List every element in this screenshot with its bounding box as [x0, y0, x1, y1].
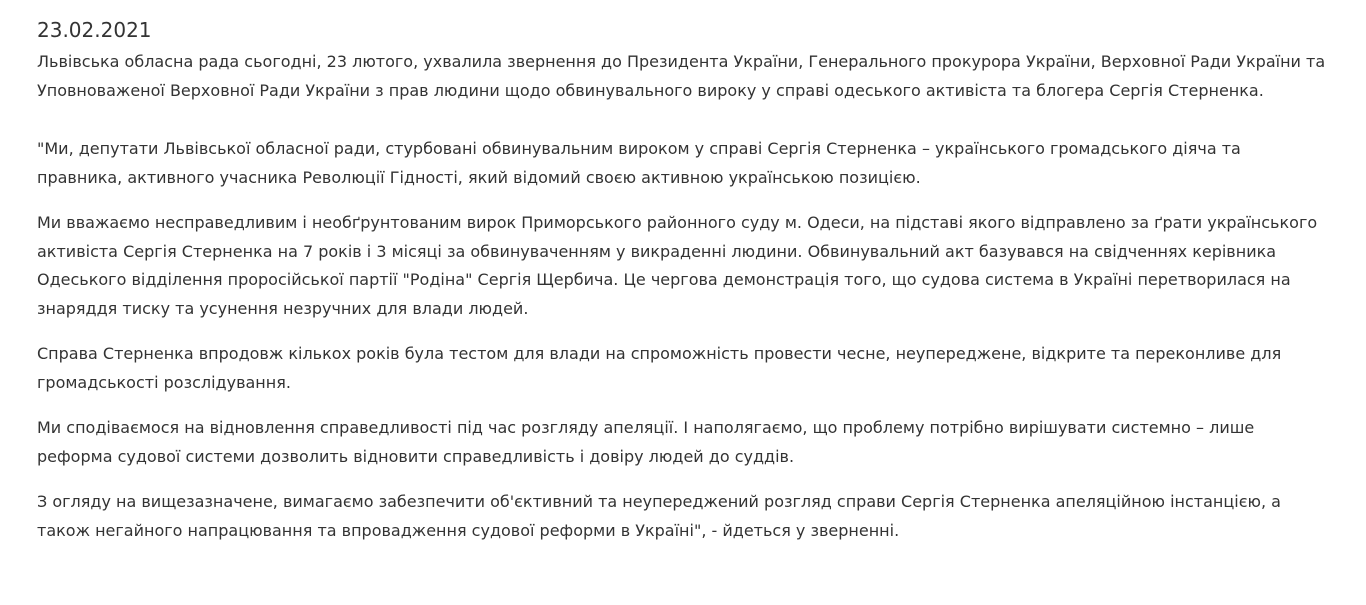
article-paragraph: Ми сподіваємося на відновлення справедливості під час розгляду апеляції. І наполягаємо, що проблему потрібно вирішувати системно – лише реформа судової системи дозволить відновити справедливість і довіру людей до суддів. — [37, 418, 1255, 466]
article-date: 23.02.2021 — [37, 18, 152, 42]
article-paragraph-intro: Львівська обласна рада сьогодні, 23 лютого, ухвалила звернення до Президента України, Генерального прокурора України, Верховної Ради України та Уповноваженої Верховної Ради України з прав людини щодо обвинувального вироку у справі одеського активіста та блогера Сергія Стерненка. — [37, 52, 1326, 100]
article-paragraph: Справа Стерненка впродовж кількох років була тестом для влади на спроможність провести чесне, неупереджене, відкрите та переконливе для громадськості розслідування. — [37, 344, 1282, 392]
article-paragraph: "Ми, депутати Львівської обласної ради, стурбовані обвинувальним вироком у справі Сергія Стерненка – українського громадського діяча та правника, активного учасника Революції Гідності, який відомий своєю активною українською позицією. — [37, 139, 1241, 187]
article-paragraph: Ми вважаємо несправедливим і необґрунтованим вирок Приморського районного суду м. Одеси, на підставі якого відправлено за ґрати українського активіста Сергія Стерненка на 7 років і 3 місяці за обвинуваченням у викраденні людини. Обвинувальний акт базувався на свідченнях керівника Одеського відділення проросійської партії "Родіна" Сергія Щербича. Це чергова демонстрація того, що судова система в Україні перетворилася на знаряддя тиску та усунення незручних для влади людей. — [37, 213, 1318, 318]
article-paragraph: З огляду на вищезазначене, вимагаємо забезпечити об'єктивний та неупереджений розгляд справи Сергія Стерненка апеляційною інстанцією, а також негайного напрацювання та впровадження судової реформи в Україні", - йдеться у зверненні. — [37, 492, 1281, 540]
